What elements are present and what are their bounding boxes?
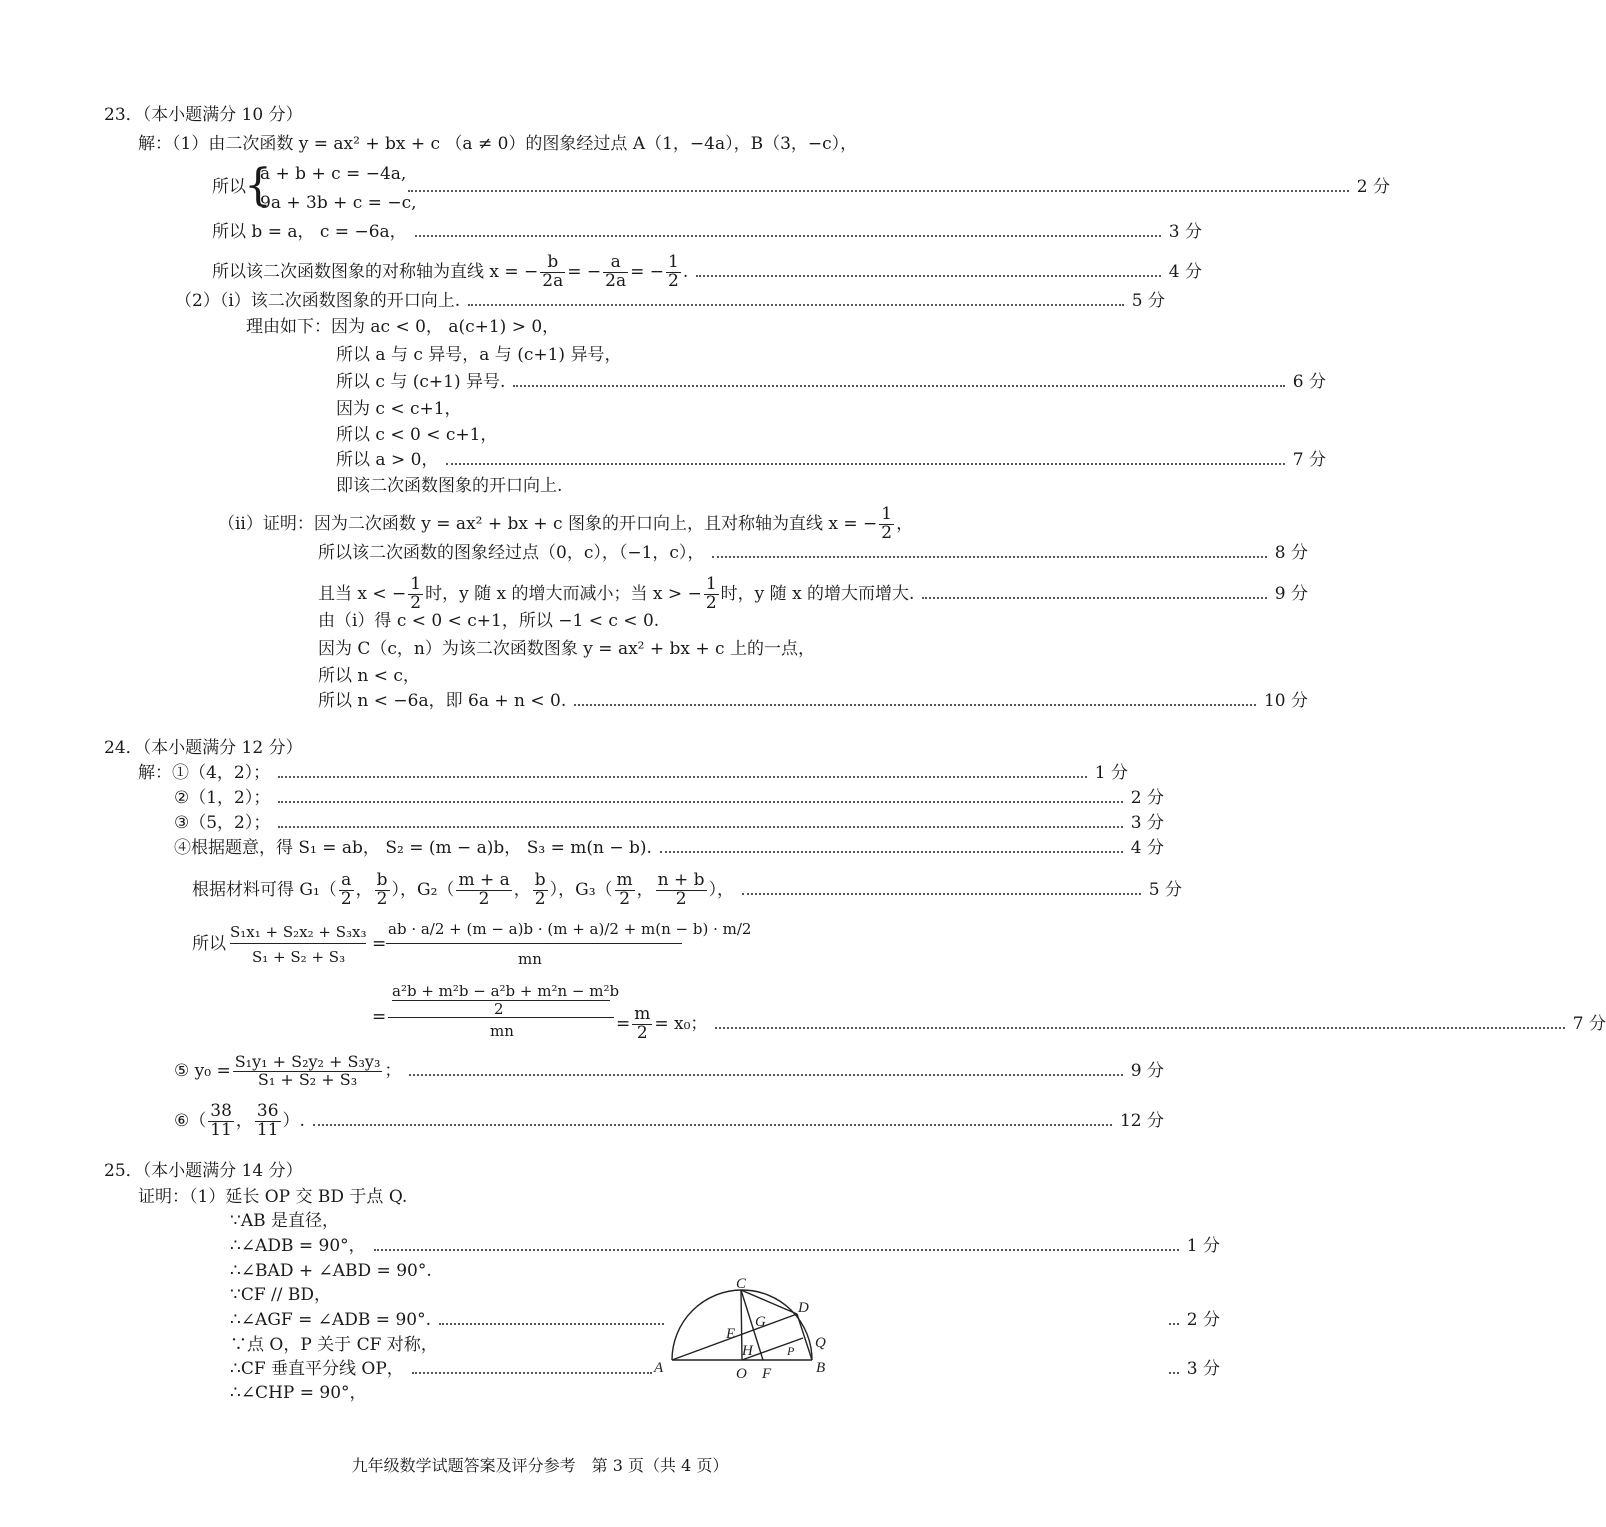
q23-line-17: 因为 C（c，n）为该二次函数图象 y = ax² + bx + c 上的一点， xyxy=(318,639,815,659)
q24-expr2-den: mn xyxy=(490,1022,514,1040)
q23-line-16: 由（i）得 c < 0 < c+1，所以 −1 < c < 0. xyxy=(318,611,660,631)
label-q: Q xyxy=(815,1335,826,1351)
q23-line-13: （ii）证明：因为二次函数 y = ax² + bx + c 图象的开口向上，且对称轴为直线 x = − $\frac{1}{2}$ ， xyxy=(218,504,914,543)
score: 5 分 xyxy=(1131,291,1165,311)
page-footer: 九年级数学试题答案及评分参考 第 3 页（共 4 页） xyxy=(351,1456,729,1475)
score: 9 分 xyxy=(1274,584,1308,605)
label-p: P xyxy=(787,1344,795,1358)
q24-answer-7 xyxy=(0,1006,1606,1043)
fraction: $\frac{n + b}{2}$ xyxy=(657,870,705,909)
line-text: 所以 b = a， c = −6a， xyxy=(212,222,407,242)
score: 5 分 xyxy=(1148,880,1182,901)
q23-system-eq2: 9a + 3b + c = −c, xyxy=(260,193,417,213)
score: 12 分 xyxy=(1119,1111,1164,1132)
q24-expr2-eq: = xyxy=(372,1007,387,1027)
line-text: = $\frac{m}{2}$ = x₀； xyxy=(616,1004,708,1043)
q23-line-18: 所以 n < c， xyxy=(318,666,420,686)
score: 10 分 xyxy=(1263,691,1308,711)
line-text: 所以 n < −6a，即 6a + n < 0. xyxy=(318,691,567,711)
line-text: ⑤ y₀ = $\frac{\text{S₁y₁ + S₂y₂ + S₃y₃}}{\text{S₁ + S₂ + S₃}}$ ； xyxy=(174,1052,402,1089)
q23-system-eq1: a + b + c = −4a, xyxy=(260,164,407,184)
q24-expr-left-den: S₁ + S₂ + S₃ xyxy=(252,948,346,966)
score: 2 分 xyxy=(1186,1310,1220,1330)
score: 8 分 xyxy=(1274,543,1308,563)
q23-line-4 xyxy=(0,254,1202,291)
q24-expr-right-den: mn xyxy=(518,950,542,968)
line-text: ③（5，2）； xyxy=(174,813,271,833)
line-text: （2）（i）该二次函数图象的开口向上. xyxy=(175,291,461,311)
q23-line-10: 所以 c < 0 < c+1， xyxy=(336,425,498,445)
q24-answer-8 xyxy=(0,1054,1164,1089)
semicircle-geometry-figure xyxy=(650,1276,850,1396)
q23-line-12: 即该二次函数图象的开口向上. xyxy=(336,476,563,496)
score: 9 分 xyxy=(1130,1061,1164,1082)
score: 2 分 xyxy=(1356,177,1390,197)
line-text: 所以 c 与 (c+1) 异号. xyxy=(336,372,506,392)
label-o: O xyxy=(736,1366,747,1382)
fraction: $\frac{1}{2}$ xyxy=(410,574,422,613)
q23-line-6: 理由如下：因为 ac < 0， a(c+1) > 0， xyxy=(246,317,560,337)
score: 1 分 xyxy=(1186,1236,1220,1256)
q23-line-1: 解：（1）由二次函数 y = ax² + bx + c （a ≠ 0）的图象经过点 A（1，−4a），B（3，−c）， xyxy=(138,134,858,154)
fraction: $\frac{38}{11}$ xyxy=(210,1101,232,1140)
q25-line-2: ∵AB 是直径， xyxy=(230,1211,339,1231)
q25-line-1: 证明：（1）延长 OP 交 BD 于点 Q. xyxy=(138,1187,408,1207)
fraction-bar xyxy=(230,943,366,944)
q24-answer-4 xyxy=(0,837,1164,859)
q23-line-7: 所以 a 与 c 异号，a 与 (c+1) 异号， xyxy=(336,345,622,365)
fraction: $\frac{1}{2}$ xyxy=(668,252,679,291)
q23-system-prefix: 所以 xyxy=(212,177,246,197)
line-text: ⑥（ $\frac{38}{11}$ ， $\frac{36}{11}$ ）. xyxy=(174,1101,305,1140)
score: 2 分 xyxy=(1130,788,1164,808)
line-text: ∴∠AGF = ∠ADB = 90°. xyxy=(230,1310,431,1330)
fraction: $\frac{b}{2}$ xyxy=(376,870,388,909)
fraction: $\frac{\text{S₁y₁ + S₂y₂ + S₃y₃}}{\text{S₁ + S₂ + S₃}}$ xyxy=(234,1052,381,1089)
line-text: ∴∠ADB = 90°， xyxy=(230,1236,366,1256)
line-text: ∴CF 垂直平分线 OP， xyxy=(230,1359,404,1379)
q24-heading: 24．（本小题满分 12 分） xyxy=(104,738,303,758)
score: 4 分 xyxy=(1130,838,1164,858)
chord-bd xyxy=(797,1314,812,1360)
line-text: ④根据题意，得 S₁ = ab， S₂ = (m − a)b， S₃ = m(n − b). xyxy=(174,838,652,858)
q23-line-19 xyxy=(0,690,1308,712)
label-d: D xyxy=(798,1300,809,1316)
fraction: $\frac{1}{2}$ xyxy=(881,504,893,543)
line-cd xyxy=(741,1290,797,1314)
q25-line-3 xyxy=(0,1235,1220,1257)
line-text: 根据材料可得 G₁（ $\frac{a}{2}$ ， $\frac{b}{2}$ ），G₂（ $\frac{m + a}{2}$ ， $\frac{b}{2}$ ），G₃（ $\frac{m}{2}$ ， $\frac{n + b}{2}$ ）， xyxy=(192,870,735,909)
score: 6 分 xyxy=(1292,372,1326,392)
q25-line-6 xyxy=(0,1309,1220,1331)
q25-line-5: ∵CF // BD， xyxy=(230,1285,332,1305)
score: 3 分 xyxy=(1168,222,1202,242)
q23-line-8 xyxy=(0,371,1326,393)
label-c: C xyxy=(736,1276,747,1292)
q24-answer-3 xyxy=(0,812,1164,834)
q25-line-9: ∴∠CHP = 90°， xyxy=(230,1383,367,1403)
q23-line-11 xyxy=(0,449,1326,471)
q23-system-score-row xyxy=(0,176,1390,198)
q24-expr-right-num: ab · a/2 + (m − a)b · (m + a)/2 + m(n − b) · m/2 xyxy=(388,920,752,938)
fraction-bar xyxy=(386,943,682,944)
q25-line-4: ∴∠BAD + ∠ABD = 90°. xyxy=(230,1261,432,1281)
fraction: $\frac{m + a}{2}$ xyxy=(458,870,510,909)
q23-line-9: 因为 c < c+1， xyxy=(336,399,462,419)
q25-heading: 25．（本小题满分 14 分） xyxy=(104,1161,303,1181)
label-g: G xyxy=(755,1314,766,1330)
score: 7 分 xyxy=(1292,450,1326,470)
q24-answer-9 xyxy=(0,1103,1164,1140)
q24-expr2-inner-den: 2 xyxy=(494,1000,504,1018)
q24-expr-prefix: 所以 xyxy=(192,934,226,954)
label-h: H xyxy=(742,1343,753,1359)
q24-answer-1 xyxy=(0,762,1128,784)
q23-line-3 xyxy=(0,221,1202,243)
label-a: A xyxy=(654,1360,664,1376)
q24-expr-left-num: S₁x₁ + S₂x₂ + S₃x₃ xyxy=(230,923,367,941)
q23-heading: 23．（本小题满分 10 分） xyxy=(104,105,303,125)
q25-line-8 xyxy=(0,1358,1220,1380)
system-brace-icon: { xyxy=(244,160,272,211)
fraction: $\frac{b}{2}$ xyxy=(534,870,546,909)
q23-line-14 xyxy=(0,542,1308,564)
fraction: $\frac{a}{2a}$ xyxy=(605,252,627,291)
q24-answer-2 xyxy=(0,787,1164,809)
line-text: 所以该二次函数图象的对称轴为直线 x = − $\frac{b}{2a}$ = − $\frac{a}{2a}$ = − $\frac{1}{2}$ . xyxy=(212,252,689,291)
score: 3 分 xyxy=(1186,1359,1220,1379)
score: 4 分 xyxy=(1168,262,1202,283)
label-f: F xyxy=(762,1366,772,1382)
q24-answer-5 xyxy=(0,872,1182,909)
line-text: ②（1，2）； xyxy=(174,788,271,808)
label-b: B xyxy=(816,1360,826,1376)
score: 1 分 xyxy=(1094,763,1128,783)
q25-line-7: ∵点 O，P 关于 CF 对称， xyxy=(230,1335,438,1355)
fraction: $\frac{36}{11}$ xyxy=(256,1101,279,1140)
fraction: $\frac{a}{2}$ xyxy=(340,870,352,909)
score: 7 分 xyxy=(1572,1014,1606,1035)
fraction: $\frac{b}{2a}$ xyxy=(542,252,564,291)
fraction: $\frac{m}{2}$ xyxy=(616,870,633,909)
label-e: E xyxy=(726,1326,736,1342)
q24-expr2-inner-num: a²b + m²b − a²b + m²n − m²b xyxy=(392,982,620,1000)
fraction: $\frac{1}{2}$ xyxy=(705,574,717,613)
line-text: 且当 x < − $\frac{1}{2}$ 时，y 随 x 的增大而减小；当 x > − $\frac{1}{2}$ 时，y 随 x 的增大而增大. xyxy=(318,574,915,613)
score: 3 分 xyxy=(1130,813,1164,833)
line-text: 所以该二次函数的图象经过点（0，c），（−1，c）， xyxy=(318,543,705,563)
fraction: $\frac{m}{2}$ xyxy=(634,1004,651,1043)
q23-line-5 xyxy=(0,290,1165,312)
q23-line-15 xyxy=(0,576,1308,613)
line-text: 所以 a > 0， xyxy=(336,450,439,470)
q24-expr-eq: = xyxy=(372,934,387,954)
line-text: 解：①（4，2）； xyxy=(138,763,271,783)
